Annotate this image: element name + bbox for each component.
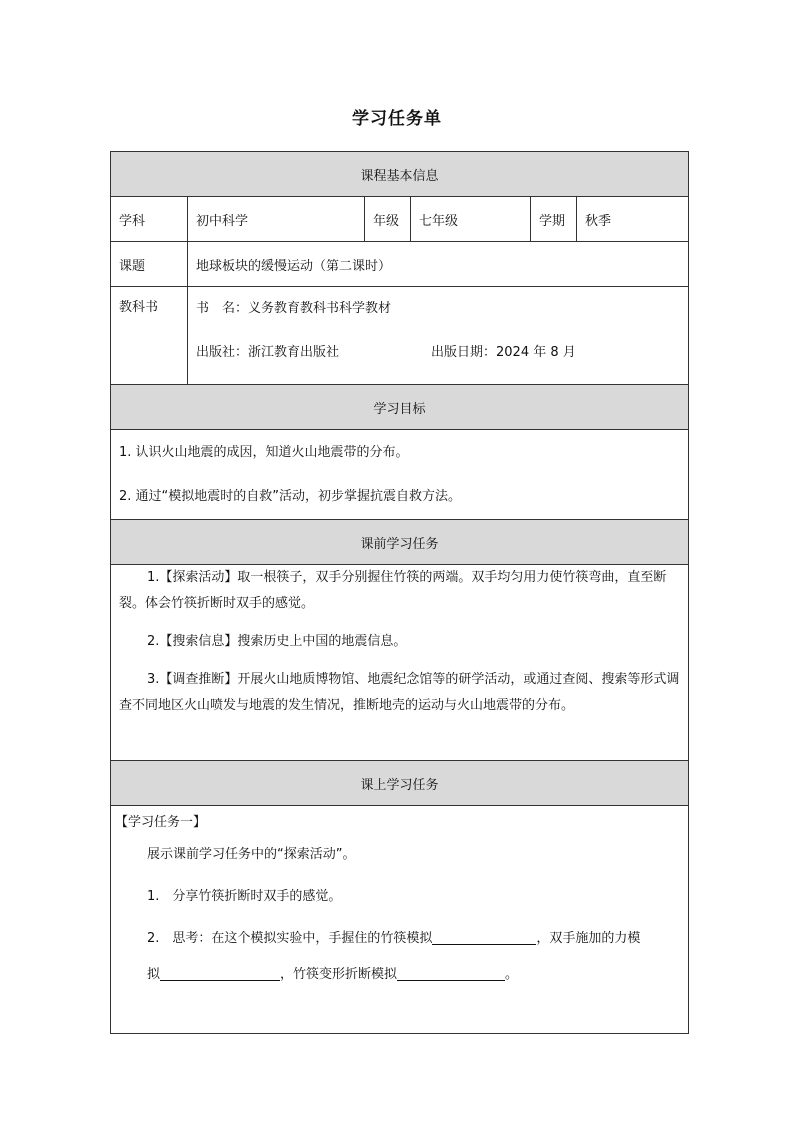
question-2-text-d: ，竹筷变形折断模拟 bbox=[280, 967, 398, 982]
grade-value: 七年级 bbox=[411, 197, 531, 242]
objective-item: 2. 通过“模拟地震时的自救”活动，初步掌握抗震自救方法。 bbox=[119, 488, 462, 504]
objectives-content bbox=[111, 430, 689, 520]
pre-task-item: 3.【调查推断】开展火山地质博物馆、地震纪念馆等的研学活动，或通过查阅、搜索等形式调查不同地区火山喷发与地震的发生情况，推断地壳的运动与火山地震带的分布。 bbox=[119, 672, 680, 713]
textbook-label: 教科书 bbox=[111, 287, 188, 385]
pre-task-item: 1.【探索活动】取一根筷子，双手分别握住竹筷的两端。双手均匀用力使竹筷弯曲，直至断裂。体会竹筷折断时双手的感觉。 bbox=[119, 570, 667, 611]
term-label: 学期 bbox=[531, 197, 577, 242]
course-info-header: 课程基本信息 bbox=[111, 152, 689, 197]
objectives-header: 学习目标 bbox=[111, 385, 689, 430]
question-2-continued bbox=[119, 962, 680, 988]
subject-label: 学科 bbox=[111, 197, 188, 242]
pre-tasks-header: 课前学习任务 bbox=[111, 520, 689, 565]
question-2-text-c: 拟 bbox=[147, 967, 161, 982]
question-2-text-b: ，双手施加的力模 bbox=[536, 931, 641, 946]
topic-value: 地球板块的缓慢运动（第二课时） bbox=[188, 242, 689, 287]
publisher-line bbox=[196, 331, 680, 375]
fill-blank-1[interactable] bbox=[432, 928, 536, 945]
question-2-text-e: 。 bbox=[505, 967, 519, 982]
task-sheet-table bbox=[110, 151, 689, 1034]
pre-task-item: 2.【搜索信息】搜索历史上中国的地震信息。 bbox=[147, 634, 407, 649]
term-value: 秋季 bbox=[577, 197, 689, 242]
publish-date: 出版日期：2024 年 8 月 bbox=[431, 345, 576, 360]
question-2-text-a: 2. 思考：在这个模拟实验中，手握住的竹筷模拟 bbox=[147, 931, 433, 946]
grade-label: 年级 bbox=[365, 197, 411, 242]
fill-blank-2[interactable] bbox=[160, 964, 280, 981]
task-intro: 展示课前学习任务中的“探索活动”。 bbox=[147, 847, 356, 862]
textbook-info bbox=[188, 287, 689, 385]
in-class-header: 课上学习任务 bbox=[111, 761, 689, 806]
publisher: 出版社：浙江教育出版社 bbox=[196, 345, 340, 360]
pre-tasks-content bbox=[111, 565, 689, 761]
in-class-content bbox=[111, 806, 689, 1034]
question-1: 1. 分享竹筷折断时双手的感觉。 bbox=[147, 889, 342, 904]
page-title: 学习任务单 bbox=[352, 109, 442, 129]
fill-blank-3[interactable] bbox=[397, 964, 505, 981]
book-name: 书 名：义务教育教科书科学教材 bbox=[196, 301, 392, 316]
objective-item: 1. 认识火山地震的成因，知道火山地震带的分布。 bbox=[119, 444, 409, 460]
subject-value: 初中科学 bbox=[188, 197, 365, 242]
topic-label: 课题 bbox=[111, 242, 188, 287]
question-2 bbox=[119, 926, 680, 952]
task-one-title: 【学习任务一】 bbox=[115, 815, 207, 830]
